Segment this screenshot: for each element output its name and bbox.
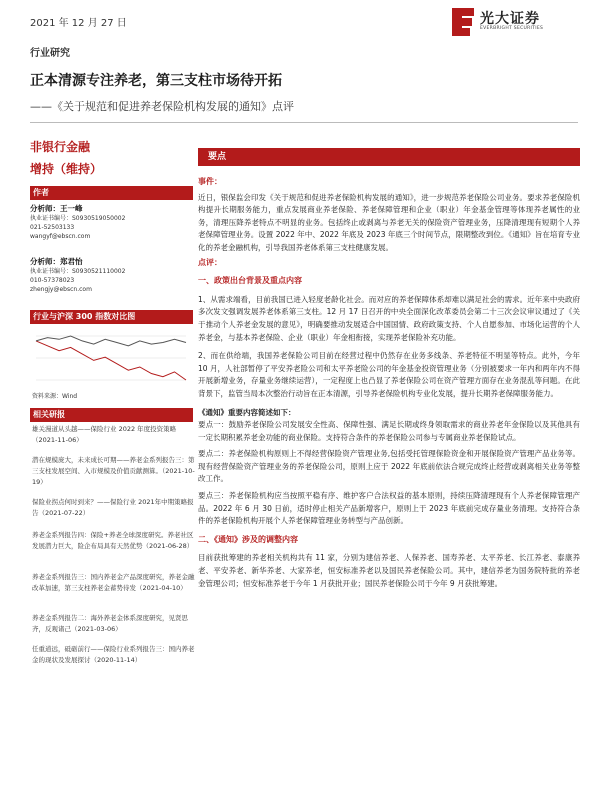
analyst-2-name: 分析师：郑君怡 — [30, 257, 83, 266]
section-1-title: 一、政策出台背景及重点内容 — [198, 276, 302, 286]
key-point-1: 要点一：鼓励养老保险公司发展安全性高、保障性强、满足长期或终身领取需求的商业养老年金保险以及其他具有一定长期积累养老金功能的商业保险。支持符合条件的养老保险公司参与专属商业养老保险试点。 — [198, 420, 580, 442]
event-text: 近日，银保监会印发《关于规范和促进养老保险机构发展的通知》，进一步规范养老保险公司业务。要求养老保险机构提升长期服务能力，重点发展商业养老保险、养老保障管理和企业（职业）年金基金管理等体现养老属性的业务，清理压降养老特点不明显的业务。包括终止或剥离与养老无关的保险资产管理业务，压降清理现有短期个人养老保障管理业务。设置 2022 年中、2022 年底及 2023 年底三个时间节点，限期整改到位。《通知》旨在培育专业化的养老金融机构，引导我国养老体系第三支柱健康发展。 — [198, 192, 580, 252]
main-body — [198, 176, 580, 590]
section-2-title: 二、《通知》涉及的调整内容 — [198, 534, 298, 544]
analyst-1-phone: 021-52503133 — [30, 224, 75, 231]
series-line-industry — [36, 341, 186, 380]
section-1-para-1: 1、从需求端看，目前我国已进入轻度老龄化社会。而对应的养老保障体系却难以满足社会的需求。近年来中央政府多次发文强调发展养老体系第三支柱。12 月 17 日召开的中央全面深化改革委员会第二十三次会议审议通过了《关于推动个人养老金发展的意见》，明确要推动发展适合中国国情、政府政策支持、个人自愿参加、市场化运营的个人养老金，与基本养老保险、企业（职业）年金相衔接，实现养老保险补充功能。 — [198, 294, 580, 342]
analyst-2-license: 执业证书编号：S0930521110002 — [30, 268, 126, 275]
report-subtitle: ——《关于规范和促进养老保险机构发展的通知》点评 — [30, 100, 294, 113]
related-report-text: 养老金系列报告三：国内养老金产品深度研究，养老金融改革加速，第三支柱养老金蓄势待发（2021-04-10） — [32, 573, 195, 592]
chart-header: 行业与沪深 300 指数对比图 — [30, 310, 193, 324]
analyst-1-email[interactable]: wangyf@ebscn.com — [30, 233, 91, 240]
related-report-text: 潜在规模庞大，未来成长可期——养老金系列报告三：第三支柱发展空间、入市规模及价值贡献测算。（2021-10-19） — [32, 456, 195, 486]
section-1-para-2: 2、而在供给端，我国养老保险公司目前在经营过程中仍然存在业务多线条、养老特征不明显等特点。此外，今年 10 月，人社部暂停了平安养老险公司和太平养老险公司的年金基金投资管理业务（分别被要求一年内和两年内不得开展新增业务，存量业务继续运营），一定程度上也凸显了养老保险公司在资产管理方面存在业务混乱等问题。在此背景下，监管当局本次整治行动旨在正本清源，引导养老保险机构专业化发展，提升长期养老保障服务能力。 — [198, 351, 580, 398]
related-report[interactable] — [32, 424, 195, 446]
related-report[interactable] — [32, 497, 195, 519]
related-report-text: 雄关漫道从头越——保险行业 2022 年度投资策略（2021-11-06） — [32, 425, 177, 444]
analyst-2-email[interactable]: zhengjy@ebscn.com — [30, 286, 92, 293]
key-points-header: 要点 — [198, 148, 580, 166]
event-label: 事件： — [198, 177, 222, 186]
analyst-1-name: 分析师：王一峰 — [30, 204, 83, 213]
chart-source: 资料来源：Wind — [32, 393, 78, 400]
analyst-1 — [30, 203, 193, 241]
logo-subtext: EVERBRIGHT SECURITIES — [480, 26, 544, 31]
related-report-text: 保险业拐点何时到来？——保险行业 2021年中期策略报告（2021-07-22） — [32, 498, 194, 517]
industry-vs-hs300-chart — [32, 328, 190, 390]
divider — [30, 122, 578, 123]
sector-name: 非银行金融 — [30, 140, 91, 154]
related-report-text: 养老金系列报告四：保险+养老全球深度研究。养老社区发展潜力巨大，险企布局具有天然优势（2021-06-28） — [32, 531, 194, 550]
logo-text: 光大证券 — [480, 11, 540, 27]
section-2-para-1: 目前获批筹建的养老相关机构共有 11 家，分别为建信养老、人保养老、国寿养老、太平养老、长江养老、泰康养老、平安养老、新华养老、大家养老，恒安标准养老以及国民养老保险公司。其中，建信养老为国务院特批的养老金管理公司；恒安标准养老于今年 1 月获批开业；国民养老保险公司于今年 9 月获批筹建。 — [198, 553, 580, 588]
notice-summary-label: 《通知》重要内容简述如下： — [198, 407, 296, 417]
related-report[interactable] — [32, 530, 195, 552]
report-category: 行业研究 — [30, 48, 70, 59]
report-date: 2021 年 12 月 27 日 — [30, 18, 127, 29]
analyst-2 — [30, 256, 193, 294]
related-reports-header: 相关研报 — [30, 408, 193, 422]
key-point-2: 要点二：养老保险机构原则上不得经营保险资产管理业务,包括受托管理保险资金和开展保险资产管理产品业务等。现有经营保险资产管理业务的养老保险公司，原则上应于 2022 年底前依法合规完成终止经营或剥离相关业务等整改工作。 — [198, 449, 580, 484]
related-report[interactable] — [32, 613, 195, 635]
related-report[interactable] — [32, 572, 195, 594]
authors-header: 作者 — [30, 186, 193, 200]
analyst-1-license: 执业证书编号：S0930519050002 — [30, 215, 126, 222]
related-report[interactable] — [32, 455, 195, 488]
related-report[interactable] — [32, 644, 195, 666]
analyst-2-phone: 010-57378023 — [30, 277, 75, 284]
series-line-hs300 — [36, 336, 186, 346]
related-report-text: 养老金系列报告二：海外养老金体系深度研究，见贤思齐，反观诸己（2021-03-06） — [32, 614, 188, 633]
everbright-logo-icon — [450, 6, 476, 38]
comment-label: 点评： — [198, 257, 222, 267]
key-point-3: 要点三：养老保险机构应当按照平稳有序、维护客户合法权益的基本原则，持续压降清理现有个人养老保障管理产品。2022 年 6 月 30 日前，适时停止相关产品新增客户，原则上于 2023 年底前完成存量业务清理。支持符合条件的养老保险机构开展个人养老保障管理业务转型与产品创新。 — [198, 491, 580, 526]
rating: 增持（维持） — [30, 162, 103, 176]
related-report-text: 任重道远，砥砺前行——保险行业系列报告三：国内养老金的现状及发展探讨（2020-11-14） — [32, 645, 195, 664]
report-title: 正本清源专注养老，第三支柱市场待开拓 — [30, 73, 282, 89]
